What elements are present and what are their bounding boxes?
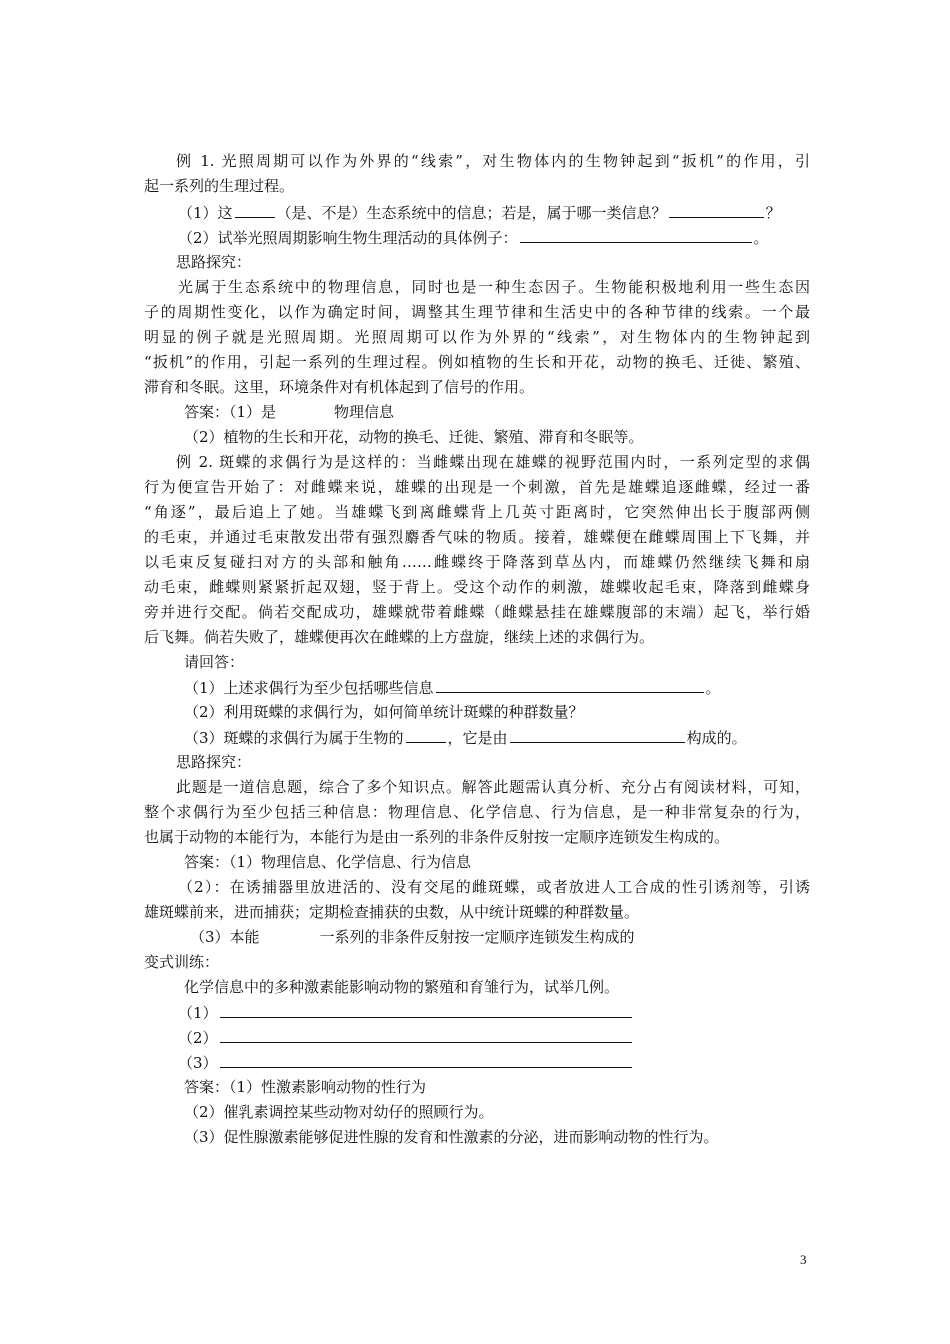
ex2-q1-prefix: （1）上述求偶行为至少包括哪些信息 [184, 679, 434, 697]
ex1-answer-1-label: 答案：（1）是 [184, 403, 277, 421]
ex2-line-1: 例 2. 斑蝶的求偶行为是这样的：当雌蝶出现在雄蝶的视野范围内时，一系列定型的求偶 [176, 453, 810, 471]
variant-answer-3: （3）促性腺激素能够促进性腺的发育和性激素的分泌，进而影响动物的性行为。 [184, 1128, 719, 1146]
ex2-line-3: “角逐”，最后追上了她。当雄蝶飞到离雌蝶背上几英寸距离时，它突然伸出长于腹部两侧 [144, 503, 810, 521]
ex1-answer-1 [184, 400, 804, 424]
ex1-line-2: 起一系列的生理过程。 [144, 177, 295, 195]
ex1-analysis-line-2: 子的周期性变化，以作为确定时间，调整其生理节律和生活史中的各种节律的线索。一个最 [144, 303, 810, 321]
ex1-q1-prefix: （1）这 [178, 204, 233, 222]
ex2-q3-blank-1[interactable] [406, 725, 446, 743]
variant-blank-row-1 [178, 1000, 648, 1024]
ex2-answer-2-line-1: （2）：在诱捕器里放进活的、没有交尾的雌斑蝶，或者放进人工合成的性引诱剂等，引诱 [178, 878, 810, 896]
ex1-answer-1-value: 物理信息 [334, 403, 395, 421]
ex1-question-1 [178, 200, 818, 224]
ex2-q1-blank[interactable] [436, 675, 704, 693]
ex1-q2-prefix: （2）试举光照周期影响生物生理活动的具体例子： [178, 229, 518, 247]
variant-blank-3[interactable] [220, 1050, 632, 1068]
ex2-q3-prefix: （3）斑蝶的求偶行为属于生物的 [184, 729, 404, 747]
ex2-analysis-line-2: 整个求偶行为至少包括三种信息：物理信息、化学信息、行为信息，是一种非常复杂的行为， [144, 803, 810, 821]
variant-blank-2[interactable] [220, 1025, 632, 1043]
ex2-line-6: 动毛束，雌蝶则紧紧折起双翅，竖于背上。受这个动作的刺激，雄蝶收起毛束，降落到雌蝶身 [144, 578, 810, 596]
ex2-ask: 请回答： [184, 653, 245, 671]
ex2-analysis-line-1: 此题是一道信息题，综合了多个知识点。解答此题需认真分析、充分占有阅读材料，可知， [176, 778, 810, 796]
ex2-q1-suffix: 。 [705, 679, 721, 697]
ex1-analysis-line-3: 明显的例子就是光照周期。光照周期可以作为外界的“线索”，对生物体内的生物钟起到 [144, 328, 810, 346]
page-number: 3 [800, 1252, 807, 1267]
ex2-line-4: 的毛束，并通过毛束散发出带有强烈麝香气味的物质。接着，雄蝶便在雌蝶周围上下飞舞，并 [144, 528, 810, 546]
ex2-q3-suffix: 构成的。 [686, 729, 747, 747]
ex2-answer-3 [190, 925, 790, 949]
ex1-q1-blank-1[interactable] [235, 200, 275, 218]
ex1-q2-blank[interactable] [520, 225, 752, 243]
ex2-question-1 [184, 675, 814, 699]
variant-blank-3-label: （3） [178, 1054, 218, 1072]
ex2-question-2: （2）利用斑蝶的求偶行为，如何简单统计斑蝶的种群数量？ [184, 703, 584, 721]
ex2-line-8: 后飞舞。倘若失败了，雄蝶便再次在雌蝶的上方盘旋，继续上述的求偶行为。 [144, 628, 655, 646]
ex1-q2-suffix: 。 [753, 229, 769, 247]
variant-blank-row-2 [178, 1025, 648, 1049]
ex2-analysis-line-3: 也属于动物的本能行为，本能行为是由一系列的非条件反射按一定顺序连锁发生构成的。 [144, 828, 730, 846]
ex2-q3-blank-2[interactable] [510, 725, 685, 743]
ex1-analysis-line-4: “扳机”的作用，引起一系列的生理过程。例如植物的生长和开花，动物的换毛、迁徙、繁殖、 [144, 353, 810, 371]
ex2-answer-1: 答案：（1）物理信息、化学信息、行为信息 [184, 853, 472, 871]
ex1-analysis-line-1: 光属于生态系统中的物理信息，同时也是一种生态因子。生物能积极地利用一些生态因 [178, 278, 810, 296]
variant-blank-1[interactable] [220, 1000, 632, 1018]
variant-blank-2-label: （2） [178, 1029, 218, 1047]
ex2-line-2: 行为便宣告开始了：对雌蝶来说，雄蝶的出现是一个刺激，首先是雄蝶追逐雌蝶，经过一番 [144, 478, 810, 496]
variant-question: 化学信息中的多种激素能影响动物的繁殖和育雏行为，试举几例。 [184, 978, 620, 996]
ex2-line-5: 以毛束反复碰扫对方的头部和触角……雌蝶终于降落到草丛内，而雄蝶仍然继续飞舞和扇 [144, 553, 810, 571]
ex1-q1-suffix: ？ [765, 204, 781, 222]
ex1-q1-middle: （是、不是）生态系统中的信息；若是，属于哪一类信息？ [276, 204, 667, 222]
ex1-line-1: 例 1. 光照周期可以作为外界的“线索”，对生物体内的生物钟起到“扳机”的作用，引 [176, 152, 810, 170]
variant-answer-1: 答案：（1）性激素影响动物的性行为 [184, 1078, 427, 1096]
variant-blank-row-3 [178, 1050, 648, 1074]
ex1-analysis-line-5: 滞育和冬眠。这里，环境条件对有机体起到了信号的作用。 [144, 378, 535, 396]
ex2-think-heading: 思路探究： [176, 753, 252, 771]
variant-answer-2: （2）催乳素调控某些动物对幼仔的照顾行为。 [184, 1103, 494, 1121]
ex2-answer-3-value: 一系列的非条件反射按一定顺序连锁发生构成的 [319, 928, 635, 946]
ex1-think-heading: 思路探究： [176, 253, 252, 271]
ex2-q3-middle: ，它是由 [447, 729, 508, 747]
ex1-question-2 [178, 225, 818, 249]
variant-blank-1-label: （1） [178, 1004, 218, 1022]
ex1-answer-2: （2）植物的生长和开花，动物的换毛、迁徙、繁殖、滞育和冬眠等。 [184, 428, 644, 446]
ex2-answer-2-line-2: 雄斑蝶前来，进而捕获；定期检查捕获的虫数，从中统计斑蝶的种群数量。 [144, 903, 640, 921]
ex2-line-7: 旁并进行交配。倘若交配成功，雄蝶就带着雌蝶（雌蝶悬挂在雄蝶腹部的末端）起飞，举行婚 [144, 603, 810, 621]
variant-title: 变式训练： [144, 953, 220, 971]
ex2-answer-3-label: （3）本能 [190, 928, 260, 946]
ex2-question-3 [184, 725, 814, 749]
ex1-q1-blank-2[interactable] [669, 200, 764, 218]
